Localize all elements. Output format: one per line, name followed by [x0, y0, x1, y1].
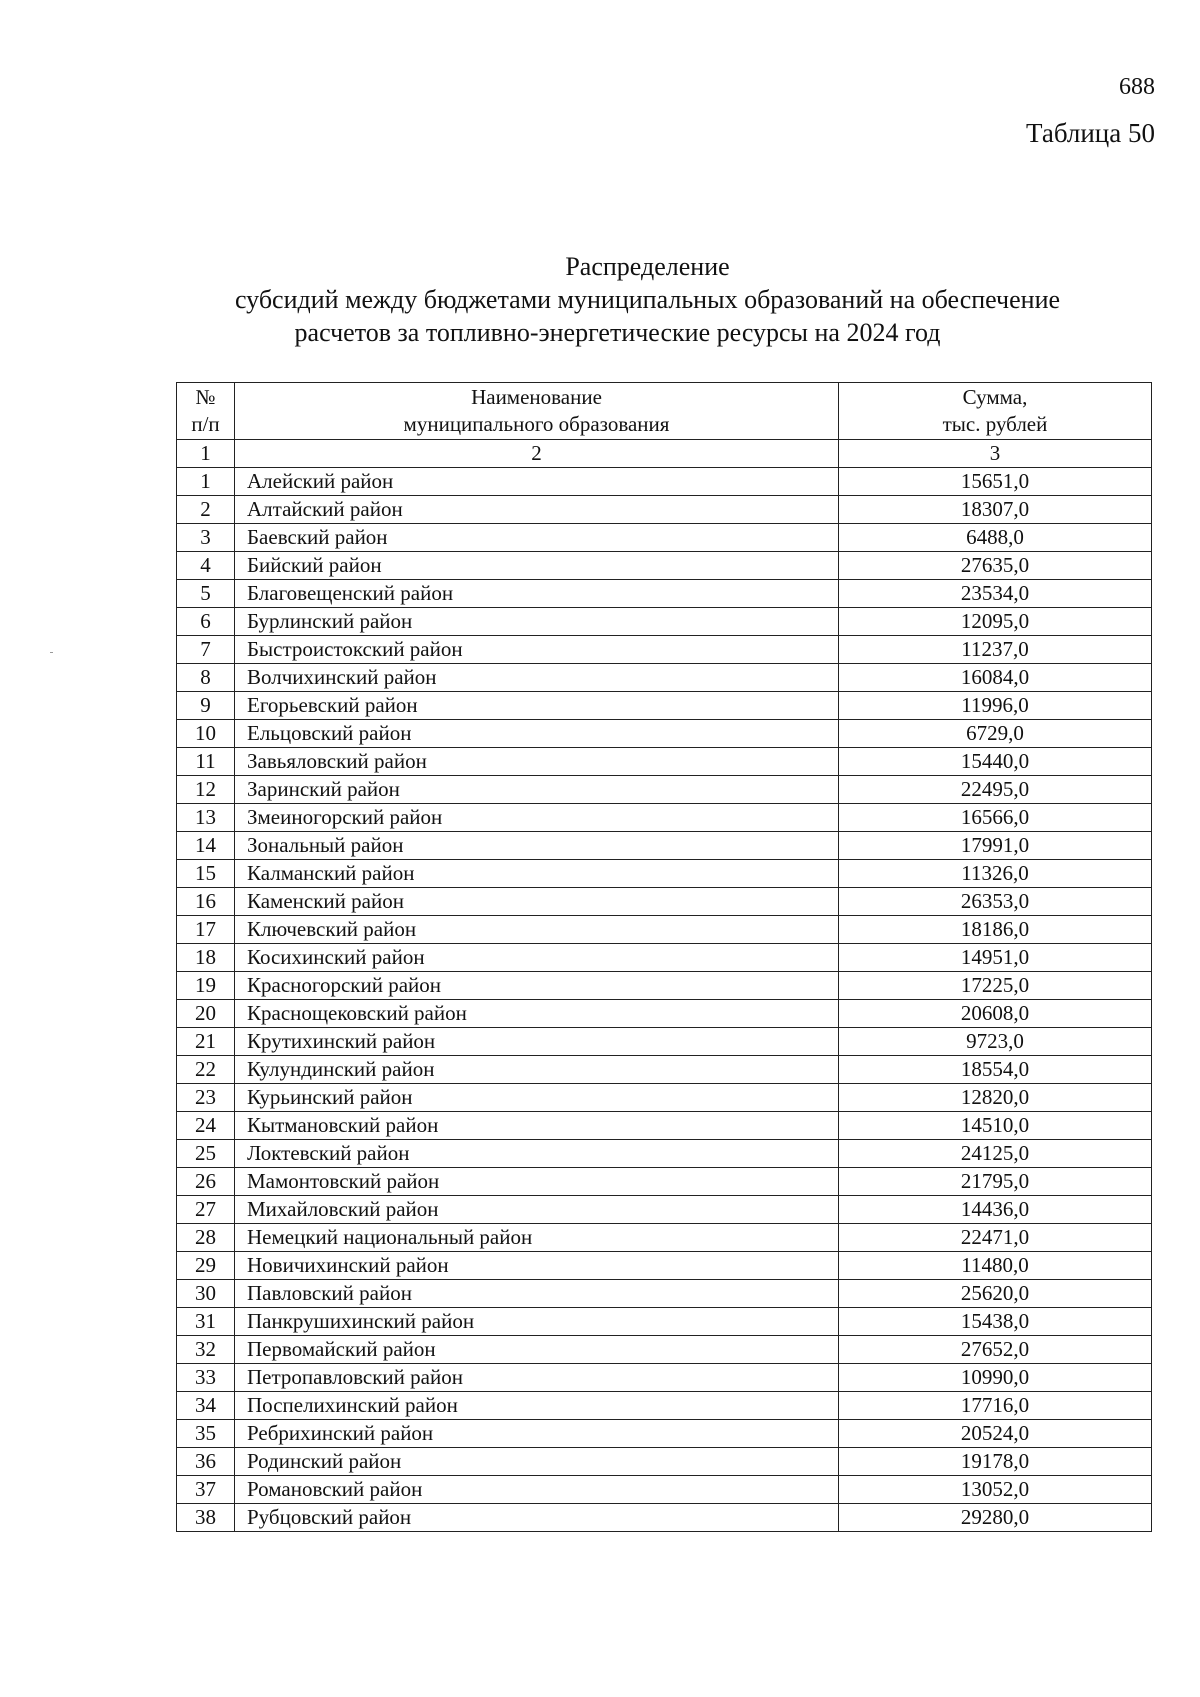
table-row: [177, 748, 1152, 776]
row-sum-cell: 24125,0: [839, 1140, 1152, 1168]
table-row: [177, 1392, 1152, 1420]
header-num-line-2: п/п: [191, 412, 220, 436]
row-num-cell: 1: [177, 468, 235, 496]
row-num-cell: 12: [177, 776, 235, 804]
table-label: Таблица 50: [1026, 118, 1155, 148]
row-sum-cell: 29280,0: [839, 1504, 1152, 1532]
row-sum-cell: 26353,0: [839, 888, 1152, 916]
row-sum-cell: 11326,0: [839, 860, 1152, 888]
row-name-cell: Калманский район: [235, 860, 839, 888]
table-row: [177, 636, 1152, 664]
row-num-cell: 2: [177, 496, 235, 524]
row-sum-cell: 17991,0: [839, 832, 1152, 860]
table-row: [177, 468, 1152, 496]
table-row: [177, 972, 1152, 1000]
row-name-cell: Алейский район: [235, 468, 839, 496]
row-num-cell: 4: [177, 552, 235, 580]
table-row: [177, 1084, 1152, 1112]
header-name-cell: [235, 383, 839, 440]
row-sum-cell: 10990,0: [839, 1364, 1152, 1392]
row-num-cell: 5: [177, 580, 235, 608]
row-name-cell: Красногорский район: [235, 972, 839, 1000]
row-num-cell: 19: [177, 972, 235, 1000]
row-name-cell: Родинский район: [235, 1448, 839, 1476]
table-row: [177, 1420, 1152, 1448]
row-num-cell: 38: [177, 1504, 235, 1532]
row-num-cell: 6: [177, 608, 235, 636]
row-name-cell: Рубцовский район: [235, 1504, 839, 1532]
row-name-cell: Бурлинский район: [235, 608, 839, 636]
row-sum-cell: 15440,0: [839, 748, 1152, 776]
row-num-cell: 21: [177, 1028, 235, 1056]
table-row: [177, 552, 1152, 580]
row-num-cell: 37: [177, 1476, 235, 1504]
table-row: [177, 1448, 1152, 1476]
row-num-cell: 26: [177, 1168, 235, 1196]
table-row: [177, 860, 1152, 888]
row-name-cell: Мамонтовский район: [235, 1168, 839, 1196]
row-sum-cell: 14436,0: [839, 1196, 1152, 1224]
row-sum-cell: 15438,0: [839, 1308, 1152, 1336]
row-name-cell: Завьяловский район: [235, 748, 839, 776]
row-sum-cell: 20608,0: [839, 1000, 1152, 1028]
row-num-cell: 34: [177, 1392, 235, 1420]
row-sum-cell: 23534,0: [839, 580, 1152, 608]
row-name-cell: Ребрихинский район: [235, 1420, 839, 1448]
header-num-line-1: №: [195, 385, 216, 409]
row-name-cell: Немецкий национальный район: [235, 1224, 839, 1252]
row-num-cell: 31: [177, 1308, 235, 1336]
table-row: [177, 1280, 1152, 1308]
row-sum-cell: 13052,0: [839, 1476, 1152, 1504]
row-num-cell: 18: [177, 944, 235, 972]
row-sum-cell: 9723,0: [839, 1028, 1152, 1056]
document-title: [180, 250, 1115, 349]
row-name-cell: Поспелихинский район: [235, 1392, 839, 1420]
table-row: [177, 1364, 1152, 1392]
row-sum-cell: 22471,0: [839, 1224, 1152, 1252]
header-num-cell: [177, 383, 235, 440]
row-name-cell: Локтевский район: [235, 1140, 839, 1168]
table-row: [177, 944, 1152, 972]
table-row: [177, 832, 1152, 860]
row-num-cell: 32: [177, 1336, 235, 1364]
row-num-cell: 24: [177, 1112, 235, 1140]
row-sum-cell: 11996,0: [839, 692, 1152, 720]
table-row: [177, 1336, 1152, 1364]
row-num-cell: 33: [177, 1364, 235, 1392]
table-row: [177, 1056, 1152, 1084]
row-num-cell: 15: [177, 860, 235, 888]
row-name-cell: Змеиногорский район: [235, 804, 839, 832]
header-sum-line-2: тыс. рублей: [942, 412, 1048, 436]
table-row: [177, 720, 1152, 748]
row-name-cell: Петропавловский район: [235, 1364, 839, 1392]
row-sum-cell: 18186,0: [839, 916, 1152, 944]
row-name-cell: Курьинский район: [235, 1084, 839, 1112]
row-num-cell: 35: [177, 1420, 235, 1448]
row-sum-cell: 17225,0: [839, 972, 1152, 1000]
row-name-cell: Благовещенский район: [235, 580, 839, 608]
row-name-cell: Заринский район: [235, 776, 839, 804]
table-row: [177, 524, 1152, 552]
table-row: [177, 1028, 1152, 1056]
table-row: [177, 1224, 1152, 1252]
row-num-cell: 10: [177, 720, 235, 748]
page-number: 688: [1119, 74, 1155, 100]
row-name-cell: Крутихинский район: [235, 1028, 839, 1056]
row-num-cell: 22: [177, 1056, 235, 1084]
row-name-cell: Каменский район: [235, 888, 839, 916]
row-sum-cell: 11237,0: [839, 636, 1152, 664]
table-row: [177, 1504, 1152, 1532]
table-row: [177, 496, 1152, 524]
row-name-cell: Косихинский район: [235, 944, 839, 972]
row-name-cell: Егорьевский район: [235, 692, 839, 720]
column-index-3: 3: [839, 440, 1152, 468]
table-row: [177, 888, 1152, 916]
column-index-row: [177, 440, 1152, 468]
row-num-cell: 8: [177, 664, 235, 692]
row-name-cell: Первомайский район: [235, 1336, 839, 1364]
row-name-cell: Волчихинский район: [235, 664, 839, 692]
table-row: [177, 1140, 1152, 1168]
row-name-cell: Алтайский район: [235, 496, 839, 524]
row-num-cell: 11: [177, 748, 235, 776]
row-sum-cell: 27652,0: [839, 1336, 1152, 1364]
row-sum-cell: 25620,0: [839, 1280, 1152, 1308]
header-sum-cell: [839, 383, 1152, 440]
table-row: [177, 692, 1152, 720]
row-sum-cell: 12820,0: [839, 1084, 1152, 1112]
row-num-cell: 30: [177, 1280, 235, 1308]
row-name-cell: Павловский район: [235, 1280, 839, 1308]
row-name-cell: Ключевский район: [235, 916, 839, 944]
row-sum-cell: 16566,0: [839, 804, 1152, 832]
header-name-line-2: муниципального образования: [403, 412, 670, 436]
row-num-cell: 36: [177, 1448, 235, 1476]
table-row: [177, 1196, 1152, 1224]
row-num-cell: 25: [177, 1140, 235, 1168]
row-num-cell: 23: [177, 1084, 235, 1112]
row-sum-cell: 12095,0: [839, 608, 1152, 636]
row-sum-cell: 19178,0: [839, 1448, 1152, 1476]
row-num-cell: 13: [177, 804, 235, 832]
table-row: [177, 664, 1152, 692]
table-header-row: [177, 383, 1152, 440]
row-sum-cell: 18307,0: [839, 496, 1152, 524]
row-num-cell: 20: [177, 1000, 235, 1028]
row-sum-cell: 11480,0: [839, 1252, 1152, 1280]
title-line-1: Распределение: [565, 252, 730, 281]
row-sum-cell: 27635,0: [839, 552, 1152, 580]
row-num-cell: 9: [177, 692, 235, 720]
table-row: [177, 1168, 1152, 1196]
row-name-cell: Кытмановский район: [235, 1112, 839, 1140]
table-row: [177, 580, 1152, 608]
title-line-3: расчетов за топливно-энергетические ресурсы на 2024 год: [294, 318, 941, 347]
row-sum-cell: 17716,0: [839, 1392, 1152, 1420]
table-row: [177, 916, 1152, 944]
row-num-cell: 29: [177, 1252, 235, 1280]
row-name-cell: Михайловский район: [235, 1196, 839, 1224]
table-row: [177, 804, 1152, 832]
table-row: [177, 1308, 1152, 1336]
row-num-cell: 27: [177, 1196, 235, 1224]
column-index-2: 2: [235, 440, 839, 468]
row-num-cell: 7: [177, 636, 235, 664]
row-num-cell: 14: [177, 832, 235, 860]
column-index-1: 1: [177, 440, 235, 468]
row-num-cell: 16: [177, 888, 235, 916]
row-num-cell: 28: [177, 1224, 235, 1252]
row-num-cell: 3: [177, 524, 235, 552]
row-sum-cell: 18554,0: [839, 1056, 1152, 1084]
row-name-cell: Панкрушихинский район: [235, 1308, 839, 1336]
subsidy-table: [176, 382, 1152, 1532]
row-name-cell: Быстроистокский район: [235, 636, 839, 664]
row-num-cell: 17: [177, 916, 235, 944]
header-sum-line-1: Сумма,: [962, 385, 1028, 409]
row-name-cell: Краснощековский район: [235, 1000, 839, 1028]
row-name-cell: Романовский район: [235, 1476, 839, 1504]
row-sum-cell: 20524,0: [839, 1420, 1152, 1448]
table-row: [177, 608, 1152, 636]
row-name-cell: Ельцовский район: [235, 720, 839, 748]
table-row: [177, 1112, 1152, 1140]
row-sum-cell: 21795,0: [839, 1168, 1152, 1196]
row-name-cell: Новичихинский район: [235, 1252, 839, 1280]
table-row: [177, 776, 1152, 804]
row-sum-cell: 15651,0: [839, 468, 1152, 496]
row-name-cell: Зональный район: [235, 832, 839, 860]
row-sum-cell: 22495,0: [839, 776, 1152, 804]
row-name-cell: Кулундинский район: [235, 1056, 839, 1084]
row-sum-cell: 16084,0: [839, 664, 1152, 692]
row-sum-cell: 6488,0: [839, 524, 1152, 552]
table-row: [177, 1476, 1152, 1504]
row-name-cell: Баевский район: [235, 524, 839, 552]
header-name-line-1: Наименование: [471, 385, 602, 409]
title-line-2: субсидий между бюджетами муниципальных образований на обеспечение: [234, 285, 1061, 314]
row-sum-cell: 6729,0: [839, 720, 1152, 748]
table-row: [177, 1252, 1152, 1280]
table-row: [177, 1000, 1152, 1028]
scan-artifact: [50, 652, 53, 653]
row-name-cell: Бийский район: [235, 552, 839, 580]
row-sum-cell: 14510,0: [839, 1112, 1152, 1140]
row-sum-cell: 14951,0: [839, 944, 1152, 972]
